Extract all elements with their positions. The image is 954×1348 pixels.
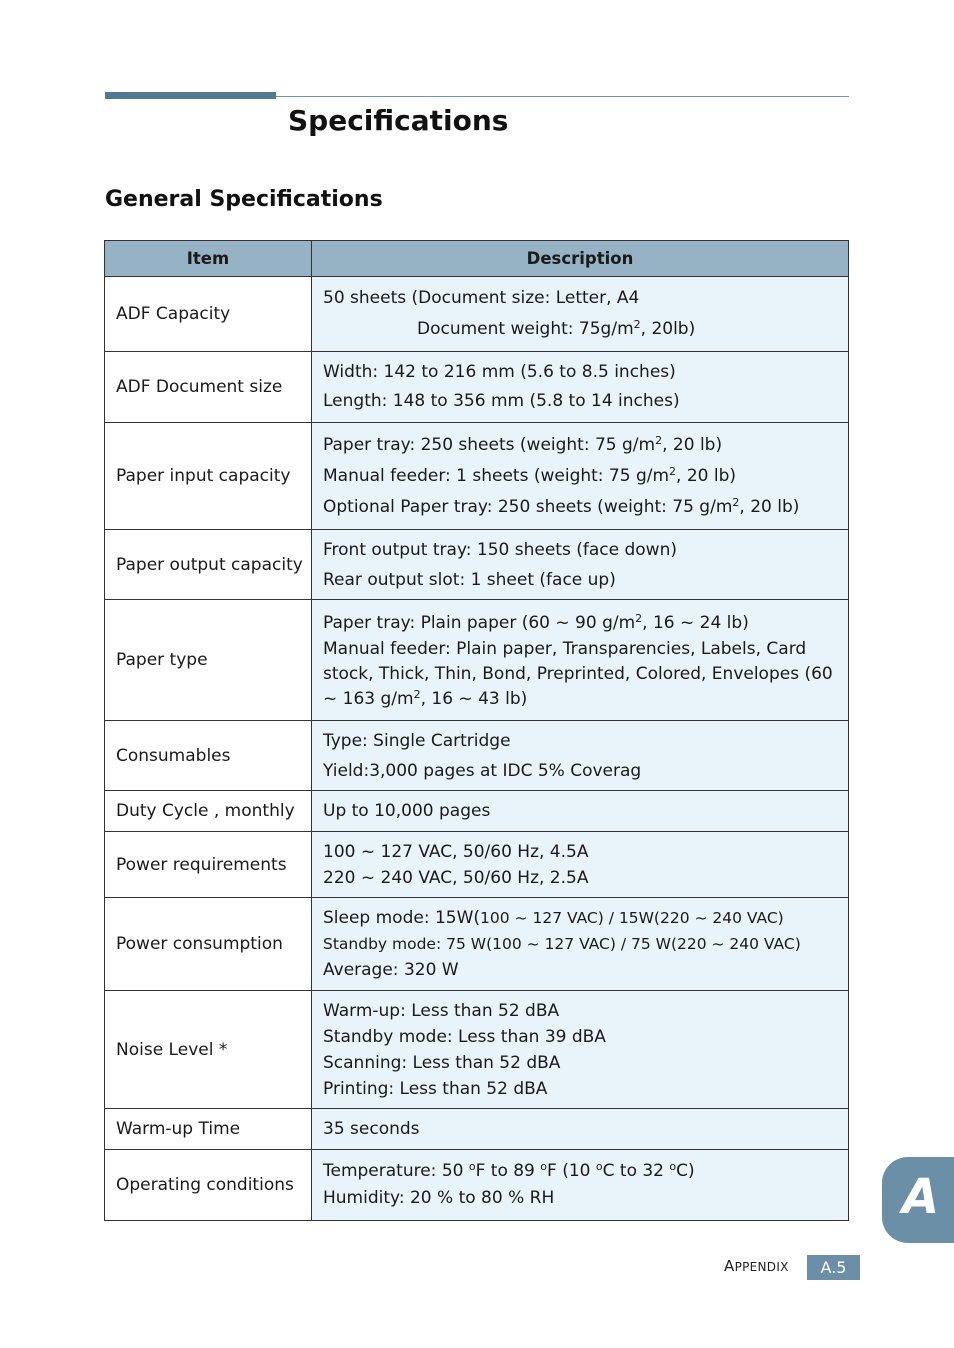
description-line: , 20 lb) — [662, 434, 723, 455]
table-row — [105, 1109, 849, 1150]
description-line: Printing: Less than 52 dBA — [323, 1078, 548, 1099]
description-line: Yield:3,000 pages at IDC 5% Coverag — [323, 760, 642, 781]
item-cell: Paper output capacity — [105, 530, 312, 600]
description-line: Warm-up: Less than 52 dBA — [323, 1000, 560, 1021]
description-cell — [312, 721, 849, 791]
description-cell — [312, 1109, 849, 1150]
table-row — [105, 352, 849, 423]
description-line: Manual feeder: Plain paper, Transparencies, Labels, Card stock, Thick, Thin, Bond, Preprinted, Colored, Envelopes (60 ~ 163 g/m — [323, 638, 833, 709]
description-line: 35 seconds — [323, 1119, 420, 1139]
description-line: Optional Paper tray: 250 sheets (weight: 75 g/m — [323, 496, 733, 517]
description-line: Front output tray: 150 sheets (face down) — [323, 539, 677, 560]
title-rule-thin — [276, 96, 849, 97]
description-line: Average: 320 W — [323, 960, 459, 980]
table-row — [105, 721, 849, 791]
item-cell: Paper input capacity — [105, 423, 312, 530]
superscript: 2 — [633, 318, 641, 331]
table-row — [105, 832, 849, 898]
chapter-tab — [882, 1157, 954, 1243]
description-cell — [312, 791, 849, 832]
title-rule-thick — [105, 92, 276, 99]
description-line: F to 89 — [475, 1161, 541, 1181]
header-description: Description — [312, 241, 849, 277]
description-cell — [312, 991, 849, 1109]
item-cell: ADF Capacity — [105, 277, 312, 352]
item-cell: Warm-up Time — [105, 1109, 312, 1150]
description-line: 100 ~ 127 VAC, 50/60 Hz, 4.5A — [323, 841, 589, 862]
description-line: Standby mode: Less than 39 dBA — [323, 1026, 606, 1047]
description-line: 220 ~ 240 VAC, 50/60 Hz, 2.5A — [323, 867, 589, 888]
description-line: F (10 — [547, 1161, 596, 1181]
superscript: o — [669, 1160, 677, 1173]
item-cell: Paper type — [105, 600, 312, 721]
description-cell — [312, 277, 849, 352]
description-line: , 20 lb) — [676, 465, 737, 486]
description-cell — [312, 600, 849, 721]
table-row — [105, 791, 849, 832]
item-cell: Consumables — [105, 721, 312, 791]
table-row — [105, 423, 849, 530]
superscript: 2 — [413, 687, 421, 701]
superscript: o — [468, 1160, 476, 1173]
footer-label — [724, 1257, 789, 1275]
table-row — [105, 1150, 849, 1221]
table-row — [105, 277, 849, 352]
description-line: Length: 148 to 356 mm (5.8 to 14 inches) — [323, 391, 680, 411]
footer-label-rest: PPENDIX — [734, 1260, 789, 1274]
table-row — [105, 991, 849, 1109]
description-line: Humidity: 20 % to 80 % RH — [323, 1188, 555, 1208]
description-line: Temperature: 50 — [323, 1161, 469, 1181]
description-line: Paper tray: Plain paper (60 ~ 90 g/m — [323, 612, 636, 633]
description-line: , 16 ~ 24 lb) — [642, 612, 749, 633]
item-cell: Noise Level * — [105, 991, 312, 1109]
description-line: C) — [676, 1161, 695, 1181]
description-cell — [312, 423, 849, 530]
description-cell — [312, 352, 849, 423]
description-line: , 20lb) — [640, 319, 696, 339]
item-cell: ADF Document size — [105, 352, 312, 423]
description-cell — [312, 530, 849, 600]
table-row — [105, 600, 849, 721]
description-line: Up to 10,000 pages — [323, 801, 491, 821]
superscript: o — [595, 1160, 603, 1173]
description-line: Scanning: Less than 52 dBA — [323, 1052, 561, 1073]
item-cell: Power consumption — [105, 898, 312, 991]
description-line: 100 ~ 127 VAC) / 15W(220 ~ 240 VAC) — [480, 909, 784, 927]
item-cell: Duty Cycle , monthly — [105, 791, 312, 832]
footer-label-initial: A — [724, 1257, 735, 1275]
description-line: C to 32 — [602, 1161, 670, 1181]
superscript: 2 — [635, 611, 643, 625]
page-title: Specifications — [288, 104, 509, 137]
item-cell: Power requirements — [105, 832, 312, 898]
description-line: Type: Single Cartridge — [323, 730, 511, 751]
description-line: Paper tray: 250 sheets (weight: 75 g/m — [323, 434, 656, 455]
superscript: 2 — [732, 495, 740, 509]
section-title: General Specifications — [105, 187, 383, 212]
description-line: 50 sheets (Document size: Letter, A4 — [323, 288, 640, 308]
description-line: Sleep mode: 15W( — [323, 908, 481, 928]
header-item: Item — [105, 241, 312, 277]
superscript: 2 — [655, 433, 663, 447]
description-line: , 16 ~ 43 lb) — [420, 688, 528, 709]
description-cell — [312, 898, 849, 991]
description-line: Manual feeder: 1 sheets (weight: 75 g/m — [323, 465, 670, 486]
table-row — [105, 530, 849, 600]
spec-table — [104, 240, 849, 1221]
superscript: 2 — [669, 464, 677, 478]
description-cell — [312, 1150, 849, 1221]
chapter-tab-letter: A — [902, 1169, 940, 1225]
description-line: Width: 142 to 216 mm (5.6 to 8.5 inches) — [323, 362, 676, 382]
item-cell: Operating conditions — [105, 1150, 312, 1221]
description-line: , 20 lb) — [739, 496, 800, 517]
table-row — [105, 898, 849, 991]
table-header-row — [105, 241, 849, 277]
description-line: Rear output slot: 1 sheet (face up) — [323, 569, 616, 590]
description-cell — [312, 832, 849, 898]
page-number: A.5 — [807, 1255, 860, 1280]
description-line: Standby mode: 75 W(100 ~ 127 VAC) / 75 W(220 ~ 240 VAC) — [323, 935, 801, 953]
superscript: o — [540, 1160, 548, 1173]
description-line: Document weight: 75g/m — [417, 319, 634, 339]
